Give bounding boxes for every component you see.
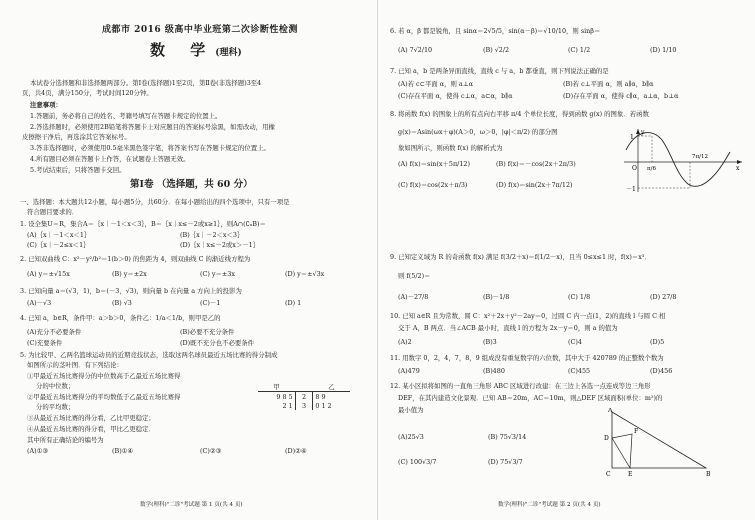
- point-f-label: F: [634, 428, 639, 435]
- option: (D) y＝±√3x: [285, 270, 325, 278]
- intro-line: 本试卷分选择题和非选择题两部分。第Ⅰ卷(选择题)1至2页，第Ⅱ卷(非选择题)3至4: [30, 79, 262, 87]
- stem: 3: [295, 401, 313, 410]
- question-stem: 10. 已知 a∈R 且为常数，圆 C：x²＋2x＋y²－2ay＝0，过圆 C 内一点(1，2)的直线 l 与圆 C 相: [390, 312, 666, 320]
- option: (D) 1: [285, 299, 302, 307]
- question-stem: 5. 为比较甲、乙两名篮球运动员的近期竞技状态，选取这两名球员最近五场比赛的得分制成: [20, 351, 278, 359]
- question-stem: 则 f(5/2)＝: [398, 272, 431, 280]
- question-stem: DEF，在其内建造文化景观．已知 AB＝20m，AC＝10m，则△DEF 区域面积(单位：m²)的: [398, 394, 663, 402]
- question-stem: 交于 A，B 两点．当∠ACB 最小时，直线 l 的方程为 2x－y＝0，则 a 的值为: [398, 324, 618, 332]
- option: (A) y＝±√15x: [27, 270, 70, 278]
- option: (C)－1: [200, 299, 221, 307]
- exam-page-2: [378, 0, 755, 520]
- notice-item: 2.答选择题时，必须使用2B铅笔将答题卡上对应题目的答案标号涂黑，如需改动，用橡: [30, 123, 275, 131]
- subject-title: 数 学(理科): [150, 41, 242, 59]
- question-stem: 6. 若 α，β 都是锐角，且 sinα＝2√5/5，sin(α－β)＝√10/10，则 sinβ＝: [390, 27, 601, 35]
- option: (C)｛x｜－2≤x＜1｝: [27, 241, 90, 249]
- question-stem: 3. 已知向量 a＝(√3，1)，b＝(－3，√3)，则向量 b 在向量 a 方向上的投影为: [20, 287, 242, 295]
- intro-line: 页，共4页，满分150分，考试时间120分钟。: [22, 89, 153, 97]
- page-footer: 数学(理科)"二诊"考试题 第 1 页(共 4 页): [140, 502, 243, 508]
- option: (A)－√3: [27, 299, 52, 307]
- statement: ②甲最近五场比赛得分的平均数低于乙最近五场比赛得: [27, 393, 181, 401]
- point-d-label: D: [604, 435, 609, 442]
- x-tick-b: 7π/12: [692, 154, 708, 160]
- statement: ③从最近五场比赛的得分看，乙比甲更稳定；: [27, 414, 155, 422]
- leaf-left: 2 1: [282, 401, 293, 410]
- option: (B)若 c⊥平面 α，则 a∥α，b∥α: [563, 80, 654, 88]
- option: (A)若 c⊂平面 α，则 a⊥α: [398, 80, 474, 88]
- point-b-label: B: [706, 471, 711, 478]
- exam-page-1: [0, 0, 377, 520]
- option: (C) 1/2: [568, 46, 591, 54]
- point-e-label: E: [628, 471, 633, 478]
- option: (B) 75√3/14: [488, 433, 527, 441]
- option: (C)455: [568, 367, 591, 375]
- option: (A)｛x｜－1＜x＜1｝: [27, 231, 91, 239]
- option: (B) f(x)＝－cos(2x＋2π/3): [496, 160, 576, 168]
- question-stem: 8. 将函数 f(x) 的图象上的所有点向右平移 π/4 个单位长度，得到函数 g(x) 的图象．若函数: [390, 110, 649, 118]
- statement: 分的中位数；: [36, 382, 75, 390]
- point-a-label: A: [608, 408, 613, 414]
- question-stem: g(x)＝Asin(ωx＋φ)(A＞0，ω＞0，|φ|＜π/2) 的部分图: [398, 128, 558, 136]
- page-footer: 数学(理科)"二诊"考试题 第 2 页(共 4 页): [498, 502, 601, 508]
- option: (A)－27/8: [398, 293, 429, 301]
- option: (B)①④: [112, 447, 134, 455]
- statement: 分的平均数；: [36, 403, 75, 411]
- notice-item: 4.所有题目必须在答题卡上作答，在试题卷上答题无效。: [30, 155, 190, 163]
- option: (A)①③: [27, 447, 49, 455]
- question-stem: 1. 设全集U＝R，集合A＝｛x｜－1＜x＜3｝，B＝｛x｜x≤－2或x≥1｝，则A∩(∁ᵤB)＝: [20, 220, 266, 228]
- option: (C)4: [568, 338, 582, 346]
- option: (A) f(x)＝sin(x＋5π/12): [398, 160, 470, 168]
- option: (B)3: [483, 338, 497, 346]
- section-intro: 符合题目要求的．: [27, 208, 79, 216]
- option: (C)②③: [200, 447, 222, 455]
- option: (C)充要条件: [27, 339, 63, 347]
- option: (B) √2/2: [483, 46, 510, 54]
- sine-graph: [616, 126, 746, 196]
- option: (C) 1/8: [568, 293, 591, 301]
- triangle-figure: [594, 408, 714, 478]
- option: (B)480: [483, 367, 505, 375]
- statement: ①甲最近五场比赛得分的中位数高于乙最近五场比赛得: [27, 372, 181, 380]
- option: (C) y＝±3x: [200, 270, 235, 278]
- leaf-left: 9 8 5: [276, 392, 293, 401]
- question-stem: 2. 已知双曲线 C：x²－y²/b²＝1(b＞0) 的焦距为 4，则双曲线 C 的渐近线方程为: [20, 255, 251, 263]
- option: (D)456: [650, 367, 673, 375]
- option: (C)存在平面 α，使得 c⊥α，a⊂α，b∥α: [398, 92, 513, 100]
- notice-item: 5.考试结束后，只将答题卡交回。: [30, 166, 126, 174]
- stem: 2: [295, 392, 313, 402]
- statement: ④从最近五场比赛的得分看，甲比乙更稳定．: [27, 425, 155, 433]
- option: (A)479: [398, 367, 420, 375]
- y-bottom-label: －1: [626, 186, 636, 193]
- option: (A)充分不必要条件: [27, 328, 82, 336]
- question-stem: 如图所示的茎叶图．有下列结论：: [27, 361, 123, 369]
- question-stem: 9. 已知定义域为 R 的奇函数 f(x) 满足 f(3/2＋x)＝f(1/2－x)，且当 0≤x≤1 时，f(x)＝x³．: [390, 253, 651, 261]
- question-stem: 象如图所示，则函数 f(x) 的解析式为: [398, 144, 503, 152]
- exam-title: 成都市 2016 级高中毕业班第二次诊断性检测: [102, 25, 298, 35]
- notice-item: 3.答非选择题时，必须使用0.5毫米黑色签字笔，将答案书写在答题卡规定的位置上。: [30, 144, 270, 152]
- option: (B)－1/8: [483, 293, 510, 301]
- option: (C) 100√3/7: [398, 458, 437, 466]
- option: (A)2: [398, 338, 412, 346]
- option: (A) 7√2/10: [398, 46, 433, 54]
- y-top-label: 1: [630, 134, 634, 141]
- sine-curve: [626, 133, 730, 187]
- option: (A)25√3: [398, 433, 424, 441]
- leaf-right: 0 1 2: [315, 401, 332, 410]
- option: (D)②④: [285, 447, 307, 455]
- question-stem: 最小值为: [398, 406, 424, 414]
- x-tick-a: π/6: [647, 166, 656, 172]
- option: (D) 75√3/7: [488, 458, 523, 466]
- option: (C) f(x)＝cos(2x＋π/3): [398, 181, 468, 189]
- question-stem: 4. 已知 a，b∈R，条件甲：a＞b＞0，条件乙：1/a＜1/b，则甲是乙的: [20, 314, 221, 322]
- option: (D)存在平面 α，使得 c∥α，a⊥α，b⊥α: [563, 92, 679, 100]
- option: (B) √3: [112, 299, 132, 307]
- section-heading: 第Ⅰ卷 （选择题，共 60 分）: [130, 179, 253, 190]
- y-axis-label: y: [641, 129, 645, 136]
- option: (D)既不充分也不必要条件: [180, 339, 255, 347]
- option: (D)5: [650, 338, 665, 346]
- notice-heading: 注意事项：: [30, 101, 62, 109]
- triangle-abc: [612, 412, 706, 468]
- option: (D) 1/10: [650, 46, 677, 54]
- option: (B)必要不充分条件: [180, 328, 235, 336]
- option: (B) y＝±2x: [112, 270, 147, 278]
- statement: 其中所有正确结论的编号为: [27, 436, 104, 444]
- leaf-right: 8 9: [315, 392, 326, 401]
- notice-item: 皮擦擦干净后，再选涂其它答案标号。: [22, 133, 131, 141]
- section-intro: 一、选择题：本大题共12小题，每小题5分，共60分．在每小题给出的四个选项中，只有一项是: [20, 198, 290, 206]
- option: (B)｛x｜－2＜x＜3｝: [180, 231, 244, 239]
- stem-leaf-head-right: 乙: [328, 383, 335, 391]
- question-stem: 11. 用数字 0，2，4，7，8，9 组成没有重复数字的六位数，其中大于 420789 的正整数个数为: [390, 354, 664, 362]
- stem-leaf-head-left: 甲: [273, 383, 280, 391]
- option: (D)｛x｜x≤－2或x＞－1｝: [180, 241, 260, 249]
- stem-leaf-plot: [258, 382, 350, 410]
- option: (D) 27/8: [650, 293, 677, 301]
- x-axis-arrow: [737, 160, 742, 164]
- triangle-def: [612, 434, 632, 468]
- notice-item: 1.答题前，务必将自己的姓名、考籍号填写在答题卡规定的位置上。: [30, 112, 222, 120]
- y-axis-arrow: [636, 129, 640, 134]
- option: (D) f(x)＝sin(2x＋7π/12): [496, 181, 573, 189]
- question-stem: 7. 已知 a，b 是两条异面直线，直线 c 与 a，b 都垂直，则下列说法正确的是: [390, 67, 609, 75]
- question-stem: 12. 某小区拟将如图的一直角三角形 ABC 区域进行改建：在三边上各选一点连成等边三角形: [390, 382, 651, 390]
- point-c-label: C: [606, 471, 611, 478]
- x-axis-label: x: [736, 165, 740, 172]
- origin-label: O: [632, 165, 637, 172]
